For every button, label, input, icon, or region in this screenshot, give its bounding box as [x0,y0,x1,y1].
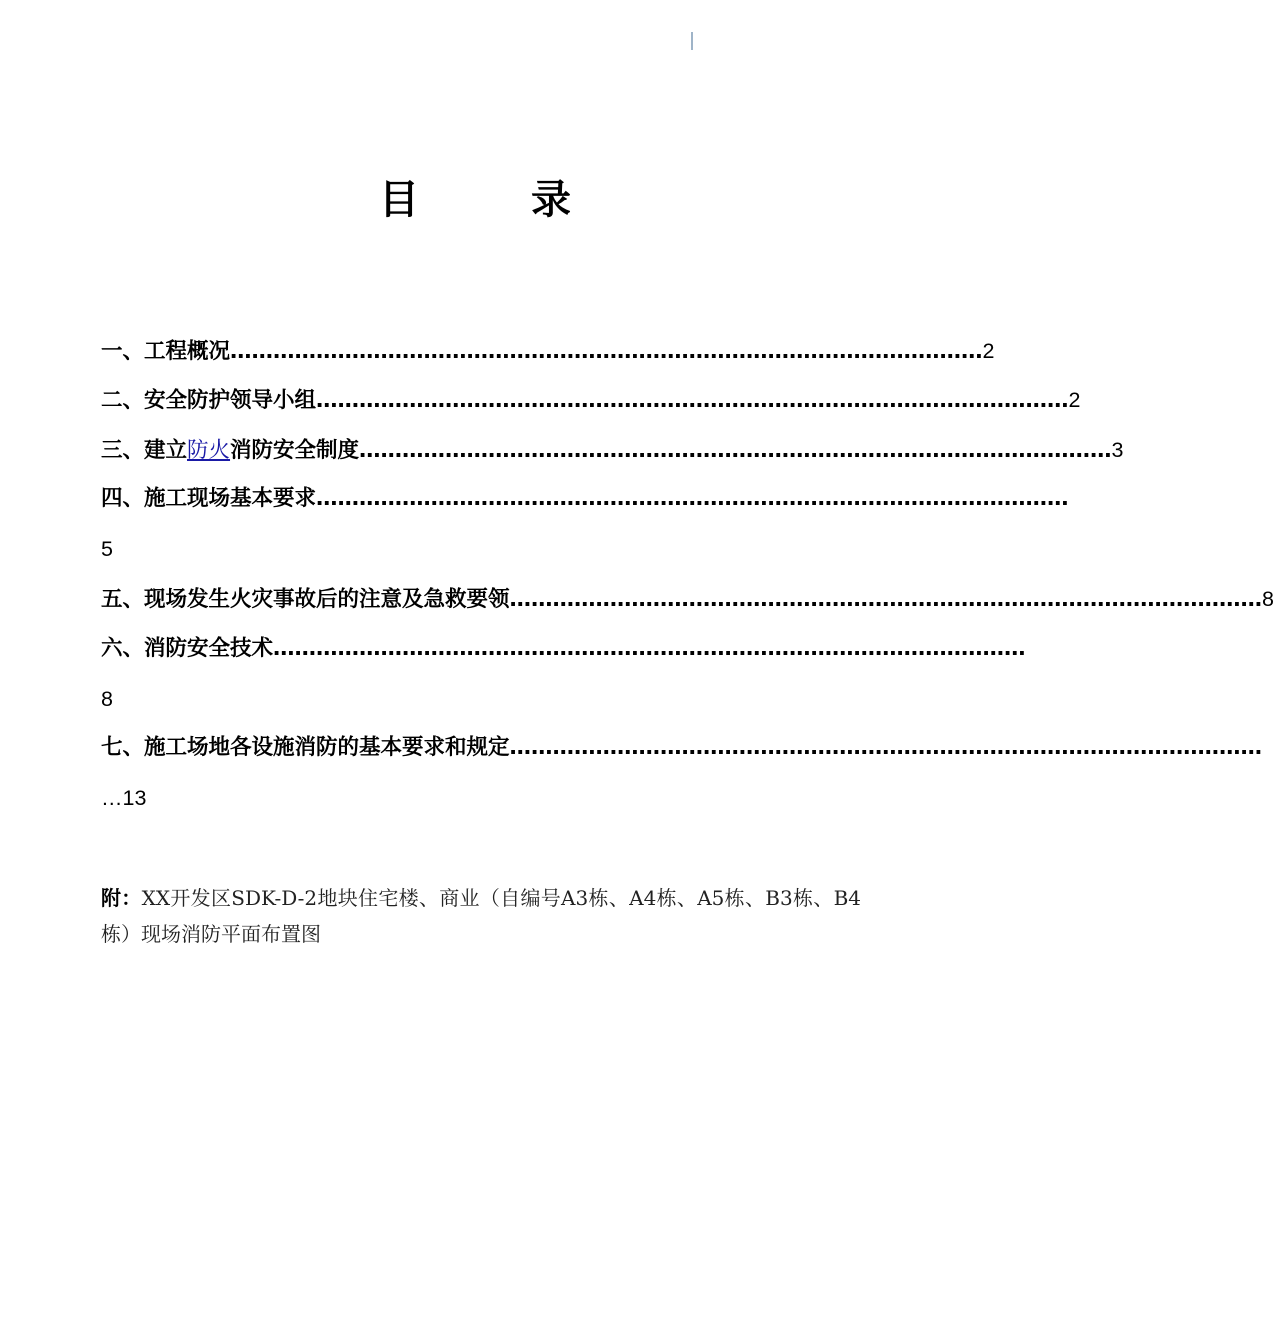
toc-entry-3[interactable] [101,435,1124,465]
toc-entry-label: 一、工程概况 [101,339,231,364]
text-cursor-mark [691,32,693,50]
toc-entry-5[interactable] [101,584,1274,614]
toc-entry-label [101,436,359,466]
toc-entry-label-part: 三、建立 [101,438,188,463]
toc-leader-dots: …………………………………………………………………………………………… [316,388,1069,413]
toc-entry-label: 四、施工现场基本要求 [101,486,317,511]
toc-page-number[interactable]: 8 [101,687,113,711]
appendix-note-prefix: 附： [101,886,142,910]
toc-entry-label-part: 消防安全制度 [230,438,360,463]
toc-page-number: 8 [1262,587,1274,611]
toc-entry-2[interactable] [101,385,1081,415]
appendix-note [101,880,861,952]
toc-leader-dots: …………………………………………………………………………………………… [230,339,983,364]
toc-leader-dots: …………………………………………………………………………………………… [509,735,1263,760]
toc-entry-1[interactable] [101,336,995,366]
page-title: 目 录 [379,176,607,223]
toc-page-number: 2 [1068,388,1081,412]
appendix-note-text: XX开发区SDK-D-2地块住宅楼、商业（自编号A3栋、A4栋、A5栋、B3栋、B4栋）现场消防平面布置图 [101,886,861,946]
toc-page-number: 2 [982,339,995,363]
toc-entry-6[interactable] [101,634,1026,664]
toc-leader-dots: …………………………………………………………………………………………… [509,587,1263,612]
toc-leader-dots: …………………………………………………………………………………………… [273,636,1026,661]
fire-prevention-link[interactable]: 防火 [187,438,231,463]
toc-entry-label: 二、安全防护领导小组 [101,388,317,413]
toc-entry-4[interactable] [101,484,1069,514]
toc-page-number[interactable]: …13 [101,786,147,810]
toc-entry-label: 六、消防安全技术 [101,636,274,661]
toc-entry-label: 五、现场发生火灾事故后的注意及急救要领 [101,587,510,612]
toc-entry-label: 七、施工场地各设施消防的基本要求和规定 [101,735,510,760]
toc-page-number: 3 [1111,438,1124,462]
toc-page-number[interactable]: 5 [101,537,113,561]
toc-entry-7[interactable] [101,733,1263,763]
toc-leader-dots: …………………………………………………………………………………………… [359,438,1112,463]
toc-leader-dots: …………………………………………………………………………………………… [316,486,1069,511]
